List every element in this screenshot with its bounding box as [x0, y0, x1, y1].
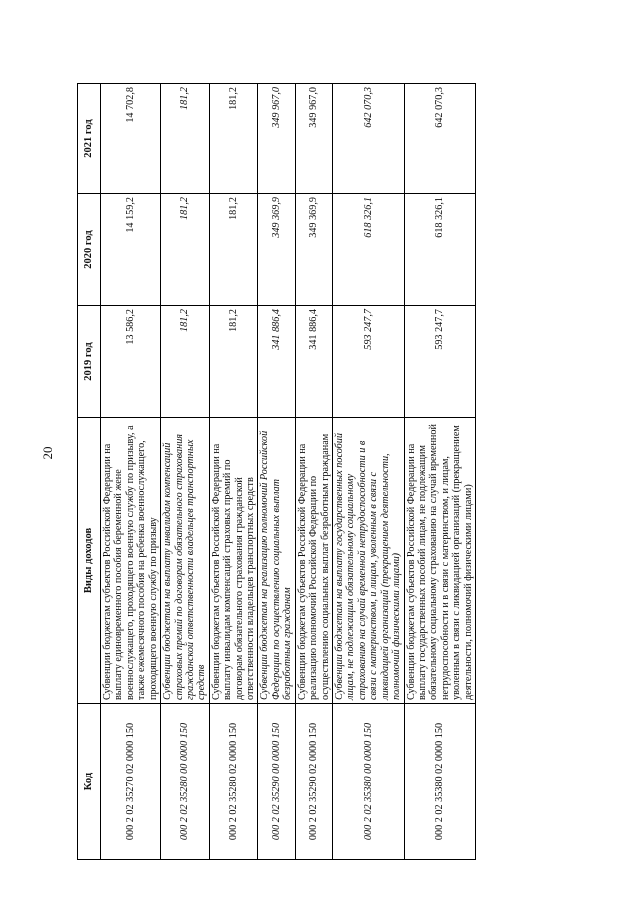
row-income-type: Субвенции бюджетам субъектов Российской Федерации на выплату единовременного пособия беременной жене военнослужащего, проходящего военную службу по призыву, а также ежемесячного пособия на ребенка военнослужащего, проходящего военную службу по призыву: [101, 418, 161, 704]
row-value-2020: 618 326,1: [333, 194, 405, 306]
row-value-2020: 349 369,9: [295, 194, 332, 306]
header-income-type: Виды доходов: [78, 418, 101, 704]
row-value-2021: 642 070,3: [333, 84, 405, 194]
rotated-table-container: [77, 84, 582, 860]
row-value-2019: 593 247,7: [333, 306, 405, 418]
row-income-type: Субвенции бюджетам субъектов Российской Федерации на выплату инвалидам компенсаций страховых премий по договорам обязательного страхования гражданской ответственности владельцев транспортных средств: [209, 418, 258, 704]
row-value-2019: 181,2: [209, 306, 258, 418]
row-income-type: Субвенции бюджетам субъектов Российской Федерации на реализацию полномочий Российской Федерации по осуществлению социальных выплат безработным гражданам: [295, 418, 332, 704]
row-code: 000 2 02 35380 02 0000 150: [404, 704, 476, 860]
row-code: 000 2 02 35290 02 0000 150: [295, 704, 332, 860]
row-income-type: Субвенции бюджетам на реализацию полномочий Российской Федерации по осуществлению социальных выплат безработным гражданам: [258, 418, 295, 704]
table-row: [101, 84, 161, 860]
row-value-2021: 349 967,0: [258, 84, 295, 194]
income-table: [77, 83, 476, 860]
table-row: [404, 84, 476, 860]
row-value-2020: 181,2: [161, 194, 210, 306]
row-value-2021: 642 070,3: [404, 84, 476, 194]
row-value-2021: 349 967,0: [295, 84, 332, 194]
row-income-type: Субвенции бюджетам на выплату инвалидам компенсаций страховых премий по договорам обязательного страхования гражданской ответственности владельцев транспортных средств: [161, 418, 210, 704]
table-row: [258, 84, 295, 860]
row-code: 000 2 02 35290 00 0000 150: [258, 704, 295, 860]
row-value-2021: 181,2: [161, 84, 210, 194]
row-value-2021: 14 702,8: [101, 84, 161, 194]
table-row: [209, 84, 258, 860]
row-value-2020: 181,2: [209, 194, 258, 306]
table-row: [161, 84, 210, 860]
row-code: 000 2 02 35380 00 0000 150: [333, 704, 405, 860]
row-value-2019: 341 886,4: [295, 306, 332, 418]
table-row: [295, 84, 332, 860]
row-code: 000 2 02 35270 02 0000 150: [101, 704, 161, 860]
row-value-2020: 14 159,2: [101, 194, 161, 306]
table-row: [333, 84, 405, 860]
header-2021: 2021 год: [78, 84, 101, 194]
row-value-2019: 13 586,2: [101, 306, 161, 418]
row-value-2019: 181,2: [161, 306, 210, 418]
row-value-2019: 341 886,4: [258, 306, 295, 418]
row-code: 000 2 02 35280 00 0000 150: [161, 704, 210, 860]
row-code: 000 2 02 35280 02 0000 150: [209, 704, 258, 860]
header-code: Код: [78, 704, 101, 860]
row-income-type: Субвенции бюджетам субъектов Российской Федерации на выплату государственных пособий лицам, не подлежащим обязательному социальному страхованию на случай временной нетрудоспособности и в связи с материнством, и лицам, уволенным в связи с ликвидацией организаций (прекращением деятельности, полномочий физическими лицами): [404, 418, 476, 704]
page-number: 20: [40, 446, 55, 460]
row-income-type: Субвенции бюджетам на выплату государственных пособий лицам, не подлежащим обязательному социальному страхованию на случай временной нетрудоспособности и в связи с материнством, и лицам, уволенным в связи с ликвидацией организаций (прекращением деятельности, полномочий физическими лицами): [333, 418, 405, 704]
header-2019: 2019 год: [78, 306, 101, 418]
table-header-row: [78, 84, 101, 860]
row-value-2021: 181,2: [209, 84, 258, 194]
header-2020: 2020 год: [78, 194, 101, 306]
row-value-2019: 593 247,7: [404, 306, 476, 418]
row-value-2020: 618 326,1: [404, 194, 476, 306]
row-value-2020: 349 369,9: [258, 194, 295, 306]
